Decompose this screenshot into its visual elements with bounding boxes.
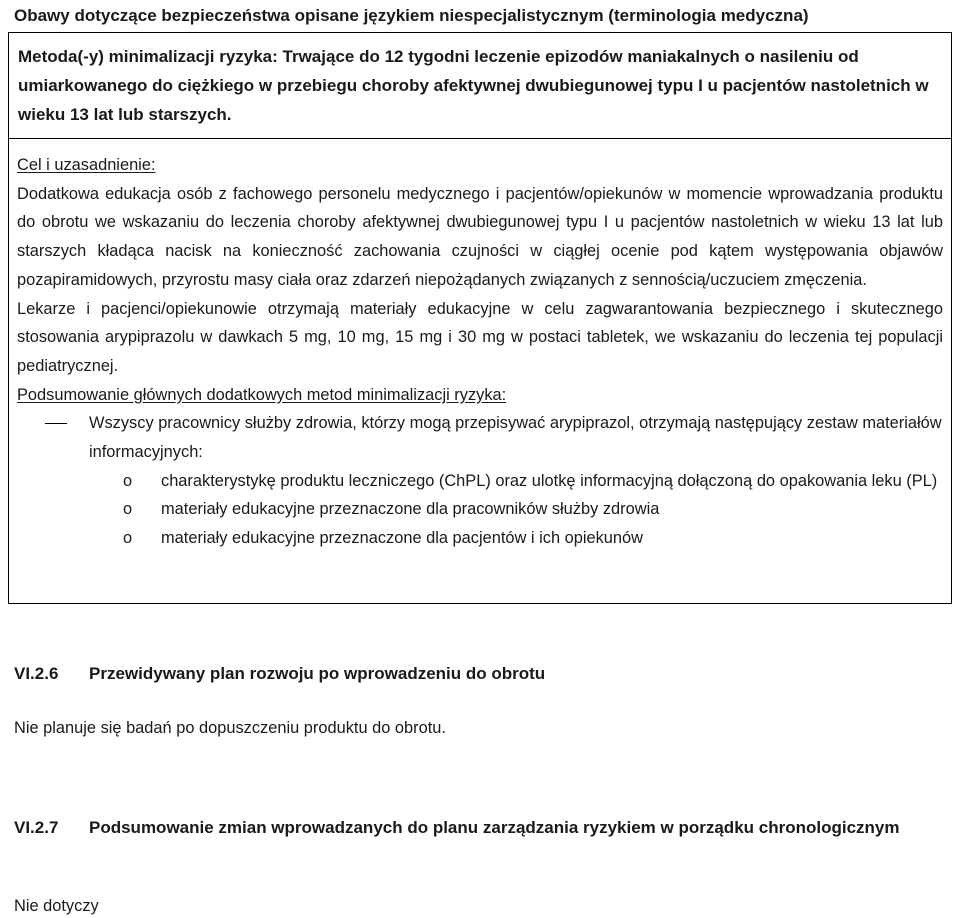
circle-bullet-icon: o [123, 529, 133, 548]
dash-bullet-icon [45, 423, 67, 424]
document-title: Obawy dotyczące bezpieczeństwa opisane językiem niespecjalistycznym (terminologia medyczna) [14, 6, 809, 25]
section-heading [14, 660, 545, 688]
method-header: Metoda(-y) minimalizacji ryzyka: Trwające do 12 tygodni leczenie epizodów maniakalnych o nasileniu od umiarkowanego do ciężkiego w przebiegu choroby afektywnej dwubiegunowej typu I u pacjentów nastoletnich w wieku 13 lat lub starszych. [9, 33, 951, 139]
sub-item-text: materiały edukacyjne przeznaczone dla pacjentów i ich opiekunów [161, 529, 643, 548]
summary-label: Podsumowanie głównych dodatkowych metod minimalizacji ryzyka: [17, 385, 507, 404]
section-number: VI.2.6 [14, 664, 59, 683]
list-item [17, 409, 943, 466]
section-text: Nie planuje się badań po dopuszczeniu produktu do obrotu. [14, 719, 446, 737]
dash-item-text: Wszyscy pracownicy służby zdrowia, którzy mogą przepisywać arypiprazol, otrzymają następujący zestaw materiałów informacyjnych: [89, 414, 942, 462]
purpose-text-2: Lekarze i pacjenci/opiekunowie otrzymają materiały edukacyjne w celu zagwarantowania bezpiecznego i skutecznego stosowania arypiprazolu w dawkach 5 mg, 10 mg, 15 mg i 30 mg w postaci tabletek, we wskazaniu do leczenia tej populacji pediatrycznej. [17, 299, 943, 375]
purpose-label: Cel i uzasadnienie: [17, 156, 156, 174]
section-title: Podsumowanie zmian wprowadzanych do planu zarządzania ryzykiem w porządku chronologicznym [89, 818, 900, 837]
section-text: Nie dotyczy [14, 897, 99, 915]
purpose-text-1: Dodatkowa edukacja osób z fachowego personelu medycznego i pacjentów/opiekunów w momencie wprowadzania produktu do obrotu we wskazaniu do leczenia choroby afektywnej dwubiegunowej typu I u pacjentów nastoletnich w wieku 13 lat lub starszych kładąca nacisk na konieczność zachowania czujności w ciągłej ocenie pod kątem występowania objawów pozapiramidowych, przyrostu masy ciała oraz zdarzeń niepożądanych związanych z sennością/uczuciem zmęczenia. [17, 184, 943, 289]
sub-item-text: charakterystykę produktu leczniczego (ChPL) oraz ulotkę informacyjną dołączoną do opakowania leku (PL) [161, 471, 938, 490]
section-title: Przewidywany plan rozwoju po wprowadzeniu do obrotu [89, 664, 546, 683]
section-number: VI.2.7 [14, 818, 59, 837]
circle-bullet-icon: o [123, 471, 133, 490]
box-body [9, 139, 951, 553]
section-heading [14, 814, 914, 842]
sub-item-text: materiały edukacyjne przeznaczone dla pracowników służby zdrowia [161, 500, 660, 519]
circle-bullet-icon: o [123, 500, 133, 519]
risk-minimization-box [8, 32, 952, 604]
sub-list-item [17, 524, 943, 553]
sub-list-item [17, 467, 943, 496]
sub-list-item [17, 495, 943, 524]
